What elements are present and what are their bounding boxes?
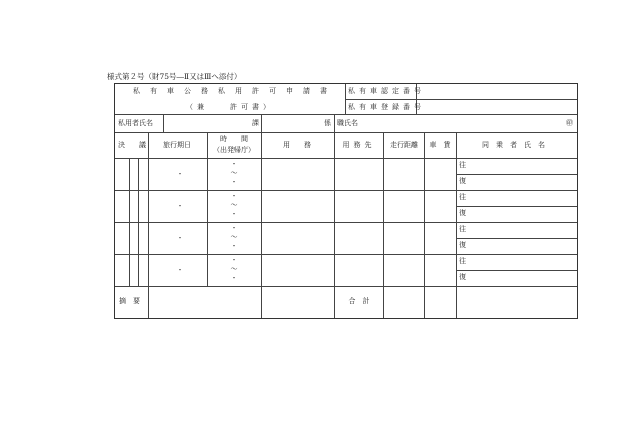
rule-col-vehicle-right [456,132,457,318]
col-vehicle: 車 賃 [429,141,451,149]
col-distance: 走行距離 [390,141,418,149]
col-time: 時 間 [220,135,248,143]
form-title-sub: （兼 許可書） [186,103,274,111]
rule-col-business-right [334,132,335,318]
user-name-label: 私用者氏名 [118,119,153,127]
row1-date-dot: ・ [176,170,184,178]
rule-row4-bottom [115,286,577,287]
row1-time-wave: 〜 [230,169,238,177]
col-approval: 決 議 [118,141,146,149]
staff-name-label: 職氏名 [337,119,358,127]
rule-row2-bottom [115,222,577,223]
row3-outbound: 往 [459,225,466,233]
row2-time-dot-top: ・ [230,192,238,200]
rule-col-distance-right [424,132,425,318]
rule-columns-bottom [115,158,577,159]
cert-no-label: 私有車認定番号 [348,87,425,95]
rule-col-date-right [207,132,208,286]
application-form [114,83,578,319]
subsection-label: 係 [324,119,331,127]
row1-time-dot-bottom: ・ [230,178,238,186]
form-caption: 様式第２号（財75号―Ⅱ又はⅢへ添付） [107,72,242,81]
rule-col-time-right [261,132,262,318]
total-label: 合 計 [348,297,370,305]
summary-label: 摘 要 [119,297,140,305]
rule-name-label-right [163,114,164,132]
row1-return: 復 [459,177,466,185]
rule-approval-sub1 [129,158,130,286]
row3-date-dot: ・ [176,234,184,242]
rule-row2-half [456,206,577,207]
row2-time-dot-bottom: ・ [230,210,238,218]
rule-subsection-right [334,114,335,132]
row1-time-dot-top: ・ [230,160,238,168]
rule-col-approval-right [148,132,149,318]
rule-name-bottom [115,132,577,133]
reg-no-label: 私有車登録番号 [348,103,425,111]
row4-time-wave: 〜 [230,265,238,273]
rule-section-right [261,114,262,132]
row2-time-wave: 〜 [230,201,238,209]
row4-time-dot-top: ・ [230,256,238,264]
row4-return: 復 [459,273,466,281]
row3-time-wave: 〜 [230,233,238,241]
row3-time-dot-top: ・ [230,224,238,232]
rule-title-mid [345,99,577,100]
row3-return: 復 [459,241,466,249]
rule-row4-half [456,270,577,271]
col-destination: 用務先 [342,141,376,149]
col-business: 用 務 [283,141,311,149]
col-travel-date: 旅行期日 [163,141,191,149]
rule-row3-half [456,238,577,239]
row3-time-dot-bottom: ・ [230,242,238,250]
rule-row3-bottom [115,254,577,255]
row4-outbound: 往 [459,257,466,265]
section-label: 課 [252,119,259,127]
row2-return: 復 [459,209,466,217]
seal-mark: ㊞ [566,119,573,127]
rule-row1-bottom [115,190,577,191]
row4-date-dot: ・ [176,266,184,274]
rule-title-right [345,84,346,114]
row4-time-dot-bottom: ・ [230,274,238,282]
row2-outbound: 往 [459,193,466,201]
rule-row1-half [456,174,577,175]
col-companions: 同乗者氏名 [482,141,552,149]
rule-header-bottom [115,114,577,115]
row1-outbound: 往 [459,161,466,169]
col-time-sub: （出発帰庁） [213,146,255,154]
form-title: 私有車公務私用許可申請書 [133,87,337,95]
rule-col-destination-right [383,132,384,318]
rule-approval-sub2 [138,158,139,286]
row2-date-dot: ・ [176,202,184,210]
